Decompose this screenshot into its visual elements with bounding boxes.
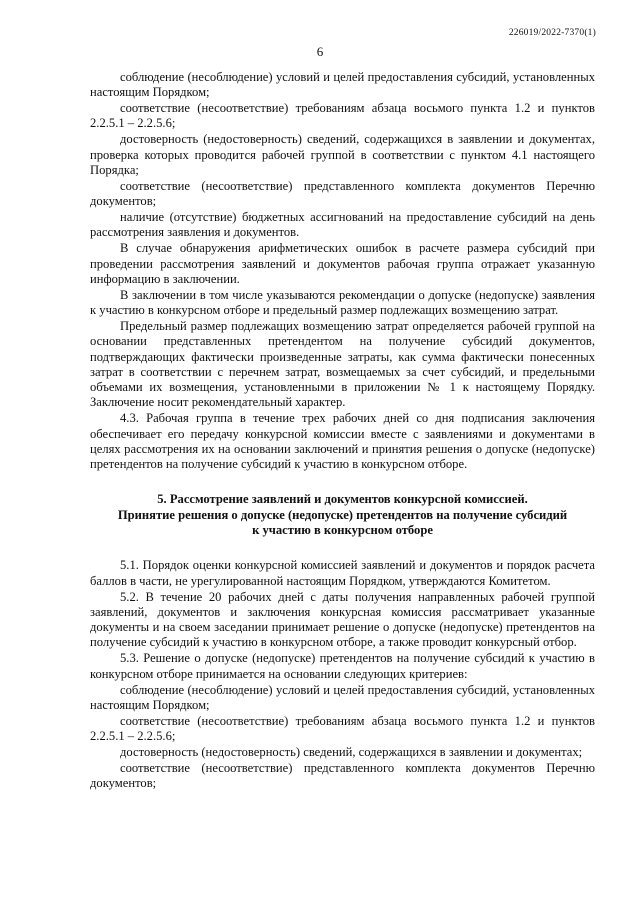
document-body [90, 70, 595, 792]
paragraph: 5.1. Порядок оценки конкурсной комиссией заявлений и документов и порядок расчета баллов в части, не урегулированной настоящим Порядком, утверждаются Комитетом. [90, 558, 595, 588]
paragraph: соответствие (несоответствие) представленного комплекта документов Перечню документов; [90, 760, 595, 791]
paragraph: соблюдение (несоблюдение) условий и целей предоставления субсидий, установленных настоящим Порядком; [90, 70, 595, 100]
section-title-line: 5. Рассмотрение заявлений и документов конкурсной комиссией. [157, 492, 528, 507]
page-number: 6 [316, 44, 324, 59]
paragraph: достоверность (недостоверность) сведений, содержащихся в заявлении и документах; [120, 744, 583, 759]
paragraph: достоверность (недостоверность) сведений, содержащихся в заявлении и документах, проверка которых проводится рабочей группой в соответствии с пунктом 4.1 настоящего Порядка; [90, 132, 595, 177]
paragraph: В заключении в том числе указываются рекомендации о допуске (недопуске) заявления к участию в конкурсном отборе и предельный размер подлежащих возмещению затрат. [90, 287, 595, 318]
paragraph: 5.2. В течение 20 рабочих дней с даты получения направленных рабочей группой заявлений, документов и заключения конкурсная комиссия рассматривает указанные документы и на своем заседании принимает решение о допуске (недопуске) претендентов на получение субсидий к участию в конкурсном отборе, а также проводит конкурсный отбор. [90, 589, 595, 650]
section-title-line: к участию в конкурсном отборе [252, 523, 433, 538]
paragraph: 5.3. Решение о допуске (недопуске) претендентов на получение субсидий к участию в конкурсном отборе принимается на основании следующих критериев: [90, 651, 595, 681]
paragraph: соответствие (несоответствие) требованиям абзаца восьмого пункта 1.2 и пунктов 2.2.5.1 – 2.2.5.6; [90, 713, 595, 743]
paragraph: 4.3. Рабочая группа в течение трех рабочих дней со дня подписания заключения обеспечивает его передачу конкурсной комиссии вместе с заявлениями и документами в целях рассмотрения их на основании заключений и принятия решения о допуске (недопуске) претендентов на получение субсидий к участию в конкурсном отборе. [90, 411, 595, 472]
section-title [90, 492, 595, 538]
paragraph: наличие (отсутствие) бюджетных ассигнований на предоставление субсидий на день рассмотрения заявления и документов. [90, 210, 595, 240]
document-number: 226019/2022-7370(1) [508, 28, 596, 38]
paragraph: В случае обнаружения арифметических ошибок в расчете размера субсидий при проведении рассмотрения заявлений и документов рабочая группа отражает указанную информацию в заключении. [90, 241, 595, 286]
section-title-line: Принятие решения о допуске (недопуске) претендентов на получение субсидий [117, 507, 568, 522]
paragraph: соответствие (несоответствие) требованиям абзаца восьмого пункта 1.2 и пунктов 2.2.5.1 – 2.2.5.6; [90, 101, 595, 131]
paragraph: Предельный размер подлежащих возмещению затрат определяется рабочей группой на основании представленных претендентом на получение субсидий документов, подтверждающих фактически произведенные затраты, как сумма фактически понесенных затрат в соответствии с перечнем затрат, возмещаемых за счет субсидий, и предельными объемами их возмещения, установленными в приложении № 1 к настоящему Порядку. Заключение носит рекомендательный характер. [90, 318, 595, 410]
paragraph: соблюдение (несоблюдение) условий и целей предоставления субсидий, установленных настоящим Порядком; [90, 682, 595, 712]
paragraph: соответствие (несоответствие) представленного комплекта документов Перечню документов; [90, 178, 595, 209]
